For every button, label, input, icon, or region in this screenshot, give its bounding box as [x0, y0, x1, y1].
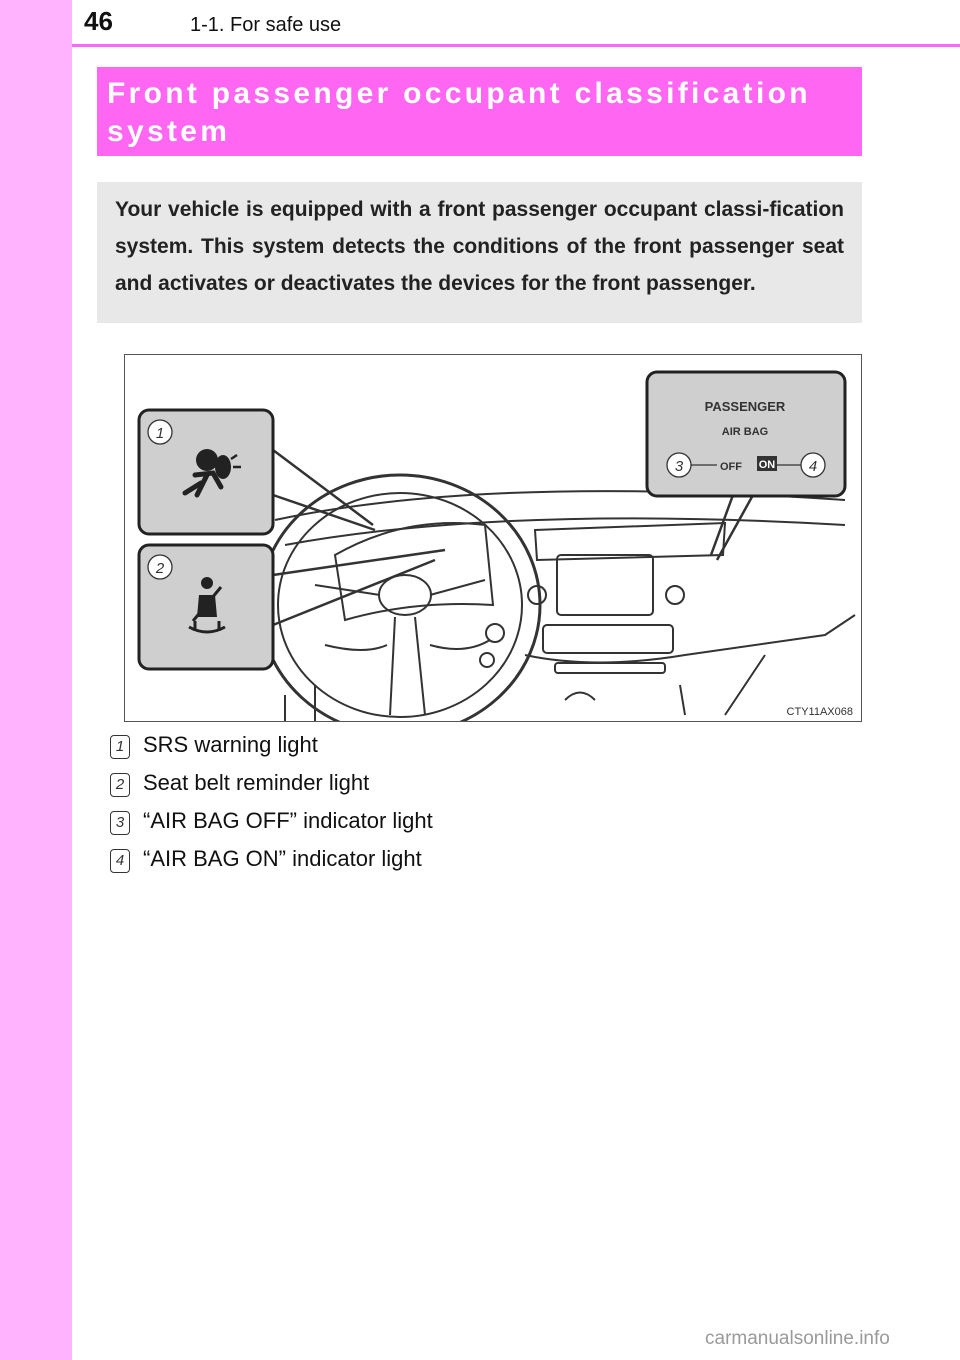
- section-title-box: [97, 67, 862, 156]
- intro-text: Your vehicle is equipped with a front passenger occupant classi-fication system. This system detects the conditions of the front passenger seat and activates or deactivates the devices for the front passenger.: [115, 198, 844, 295]
- dashboard-line-art: [260, 475, 855, 721]
- page-side-band: [0, 0, 72, 1360]
- dashboard-illustration: [124, 354, 862, 722]
- legend-text: “AIR BAG OFF” indicator light: [143, 808, 433, 833]
- legend-item: [108, 730, 608, 760]
- legend-number: 3: [110, 811, 130, 835]
- section-title: Front passenger occupant classification system: [107, 77, 811, 148]
- legend-number: 1: [110, 735, 130, 759]
- callout-badge-1-label: 1: [155, 425, 165, 442]
- airbag-off-indicator: OFF: [720, 461, 742, 473]
- legend-text: Seat belt reminder light: [143, 770, 370, 795]
- airbag-on-indicator: ON: [758, 459, 776, 471]
- intro-box: [97, 182, 862, 323]
- header-rule: [72, 44, 960, 47]
- callout-badge-4-label: 4: [808, 458, 818, 475]
- legend-text: SRS warning light: [143, 732, 318, 757]
- callout-badge-2-label: 2: [155, 560, 165, 577]
- section-label: 1-1. For safe use: [190, 14, 342, 36]
- legend-item: [108, 844, 608, 874]
- panel-airbag-label: AIR BAG: [721, 426, 769, 438]
- figure-code: CTY11AX068: [786, 706, 853, 718]
- legend-number: 2: [110, 773, 130, 797]
- legend-text: “AIR BAG ON” indicator light: [143, 846, 422, 871]
- legend-item: [108, 768, 608, 798]
- page-number: 46: [84, 6, 113, 36]
- watermark: carmanualsonline.info: [705, 1328, 890, 1349]
- panel-passenger-label: PASSENGER: [704, 399, 786, 414]
- legend-number: 4: [110, 849, 130, 873]
- legend-item: [108, 806, 608, 836]
- callout-badge-3-label: 3: [674, 458, 684, 475]
